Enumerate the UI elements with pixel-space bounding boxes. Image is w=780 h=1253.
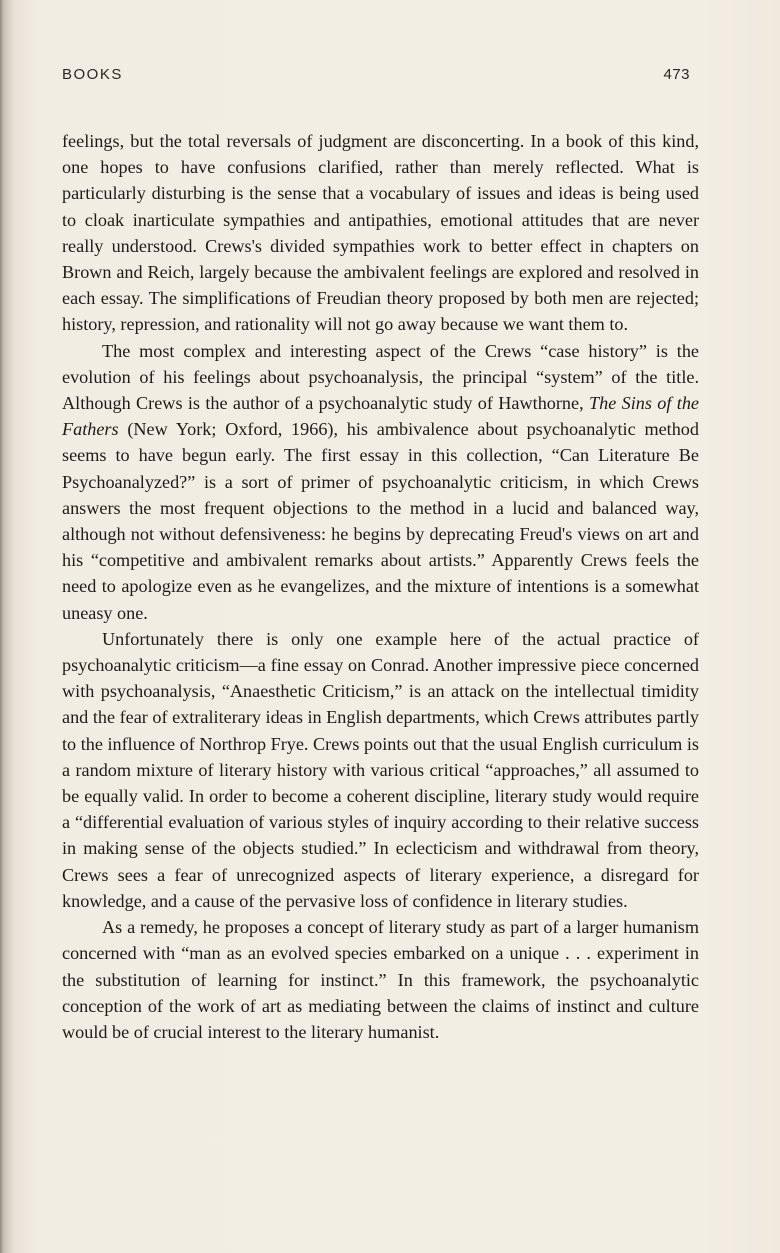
paragraph-text: Unfortunately there is only one example here of the actual practice of psychoanalytic criticism—a fine essay on Conrad. Another impressive piece concerned with psychoanalysis, “Anaesthetic Criticism,” is an attack on the intellectual timidity and the fear of extraliterary ideas in English departments, which Crews attributes partly to the influence of Northrop Frye. Crews points out that the usual English curriculum is a random mixture of literary history with various critical “approaches,” all assumed to be equally valid. In order to become a coherent discipline, literary study would require a “differential evaluation of various styles of inquiry according to their relative success in making sense of the objects studied.” In eclecticism and withdrawal from theory, Crews sees a fear of unrecognized aspects of literary experience, a disregard for knowledge, and a cause of the pervasive loss of confidence in literary studies. <box>62 628 699 911</box>
running-header <box>62 66 690 86</box>
paragraph-text: As a remedy, he proposes a concept of literary study as part of a larger humanism concerned with “man as an evolved species embarked on a unique . . . experiment in the substitution of learning for instinct.” In this framework, the psychoanalytic conception of the work of art as mediating between the claims of instinct and culture would be of crucial interest to the literary humanist. <box>62 917 699 1042</box>
paragraph-3 <box>62 626 699 914</box>
paragraph-2 <box>62 338 699 626</box>
paragraph-text: The most complex and interesting aspect of the Crews “case history” is the evolution of his feelings about psychoanalysis, the principal “system” of the title. Although Crews is the author of a psychoanalytic study of Hawthorne, <box>62 340 699 414</box>
paragraph-4 <box>62 914 699 1045</box>
paragraph-1 <box>62 128 699 338</box>
paragraph-text: feelings, but the total reversals of judgment are disconcerting. In a book of this kind, one hopes to have confusions clarified, rather than merely reflected. What is particularly disturbing is the sense that a vocabulary of issues and ideas is being used to cloak inarticulate sympathies and antipathies, emotional attitudes that are never really understood. Crews's divided sympathies work to better effect in chapters on Brown and Reich, largely because the ambivalent feelings are explored and resolved in each essay. The simplifications of Freudian theory proposed by both men are rejected; history, repression, and rationality will not go away because we want them to. <box>62 131 699 335</box>
paragraph-text: (New York; Oxford, 1966), his ambivalence about psychoanalytic method seems to have begun early. The first essay in this collection, “Can Literature Be Psychoanalyzed?” is a sort of primer of psychoanalytic criticism, in which Crews answers the most frequent objections to the method in a lucid and balanced way, although not without defensiveness: he begins by deprecating Freud's views on art and his “competitive and ambivalent remarks about artists.” Apparently Crews feels the need to apologize even as he evangelizes, and the mixture of intentions is a somewhat uneasy one. <box>62 419 699 623</box>
section-title: BOOKS <box>62 66 123 83</box>
body-text <box>62 128 699 1045</box>
book-title: The Sins of the Fathers <box>62 393 699 440</box>
page-number: 473 <box>663 66 690 83</box>
